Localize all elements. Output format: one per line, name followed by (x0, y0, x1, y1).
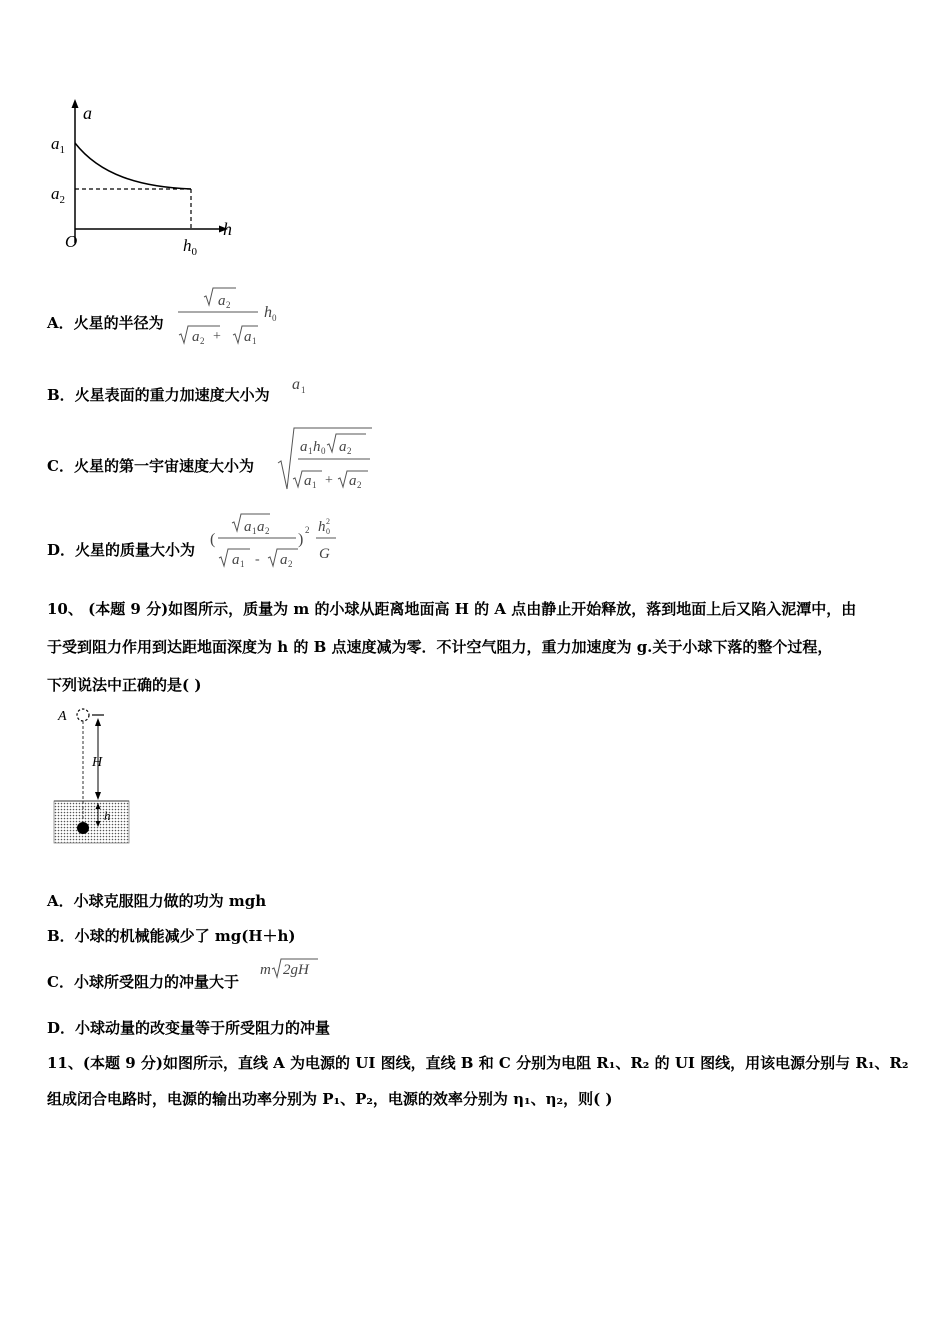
svg-text:2: 2 (357, 480, 362, 490)
svg-text:a: a (300, 439, 308, 455)
svg-text:h: h (318, 519, 326, 535)
y-axis-arrow (72, 99, 79, 108)
H-arrow-down (95, 792, 101, 800)
ball-mud-figure (48, 700, 143, 850)
svg-text:h: h (264, 304, 272, 321)
formula-first-cosmic-velocity (276, 425, 376, 493)
svg-text:a: a (280, 552, 288, 568)
svg-text:+: + (325, 473, 333, 488)
label-a2: $a_2$ (51, 184, 65, 206)
svg-text:1: 1 (252, 336, 257, 346)
svg-text:a: a (292, 376, 300, 393)
formula-m-sqrt-2gH (258, 955, 322, 981)
q9-option-c[interactable]: C．火星的第一宇宙速度大小为 (47, 457, 254, 475)
q11-stem-line-2: 组成闭合电路时，电源的输出功率分别为 P₁、P₂，电源的效率分别为 η₁、η₂，则( ) (47, 1090, 613, 1108)
svg-text:m: m (260, 962, 271, 978)
svg-text:a: a (232, 552, 240, 568)
q10-option-c[interactable]: C．小球所受阻力的冲量大于 (47, 973, 239, 991)
svg-text:1: 1 (240, 559, 245, 569)
svg-text:a: a (218, 293, 226, 309)
a-h-graph (45, 95, 245, 260)
svg-text:(: ( (210, 531, 216, 548)
svg-text:h: h (313, 439, 321, 455)
ball-start-dashed (77, 709, 89, 721)
label-A: A (58, 709, 67, 724)
svg-text:2gH: 2gH (283, 962, 309, 978)
svg-text:a: a (339, 439, 347, 455)
svg-text:2: 2 (305, 525, 310, 535)
svg-text:1: 1 (252, 526, 257, 536)
svg-text:2: 2 (265, 526, 270, 536)
label-h: h (104, 808, 111, 823)
label-h0: $h_0$ (183, 236, 197, 258)
q10-option-b[interactable]: B．小球的机械能减少了 mg(H＋h) (47, 927, 296, 945)
formula-radius (176, 285, 286, 347)
svg-text:a: a (244, 329, 252, 345)
ball-end (77, 822, 89, 834)
H-arrow-up (95, 718, 101, 726)
svg-text:2: 2 (288, 559, 293, 569)
svg-text:2: 2 (226, 300, 231, 310)
svg-text:1: 1 (312, 480, 317, 490)
origin-label: O (65, 232, 78, 251)
svg-text:+: + (213, 329, 221, 344)
svg-text:G: G (319, 546, 330, 562)
q9-option-d[interactable]: D．火星的质量大小为 (47, 541, 196, 559)
svg-text:1: 1 (308, 446, 313, 456)
svg-text:a: a (244, 519, 252, 535)
label-H: H (92, 755, 103, 770)
svg-text:0: 0 (321, 446, 326, 456)
q10-option-d[interactable]: D．小球动量的改变量等于所受阻力的冲量 (47, 1019, 331, 1037)
mud-area (54, 801, 129, 843)
formula-gravity (290, 373, 314, 397)
label-a1: $a_1$ (51, 134, 65, 156)
svg-text:0: 0 (272, 313, 277, 323)
svg-text:a: a (349, 473, 357, 489)
q10-option-a[interactable]: A．小球克服阻力做的功为 mgh (47, 892, 267, 910)
q10-stem-line-1: 10、 (本题 9 分)如图所示，质量为 m 的小球从距离地面高 H 的 A 点由静止开始释放，落到地面上后又陷入泥潭中，由 (47, 600, 857, 618)
q9-option-a[interactable]: A．火星的半径为 (47, 314, 164, 332)
svg-text:a: a (257, 519, 265, 535)
formula-mass (208, 511, 343, 573)
decay-curve (75, 143, 191, 189)
svg-text:): ) (298, 531, 304, 548)
svg-text:1: 1 (301, 385, 306, 395)
svg-text:a: a (304, 473, 312, 489)
svg-text:2: 2 (347, 446, 352, 456)
svg-text:2: 2 (326, 517, 330, 526)
q10-stem-line-2: 于受到阻力作用到达距地面深度为 h 的 B 点速度减为零．不计空气阻力，重力加速度为 g.关于小球下落的整个过程， (47, 638, 833, 656)
svg-text:2: 2 (200, 336, 205, 346)
axis-label-a: a (83, 103, 92, 123)
svg-text:0: 0 (326, 527, 330, 536)
q11-stem-line-1: 11、(本题 9 分)如图所示，直线 A 为电源的 UI 图线，直线 B 和 C 分别为电阻 R₁、R₂ 的 UI 图线，用该电源分别与 R₁、R₂ (47, 1054, 909, 1072)
q9-option-b[interactable]: B．火星表面的重力加速度大小为 (47, 386, 270, 404)
svg-text:a: a (192, 329, 200, 345)
q10-stem-line-3: 下列说法中正确的是( ) (47, 676, 202, 694)
axis-label-h: h (223, 219, 232, 239)
svg-text:-: - (255, 552, 260, 567)
